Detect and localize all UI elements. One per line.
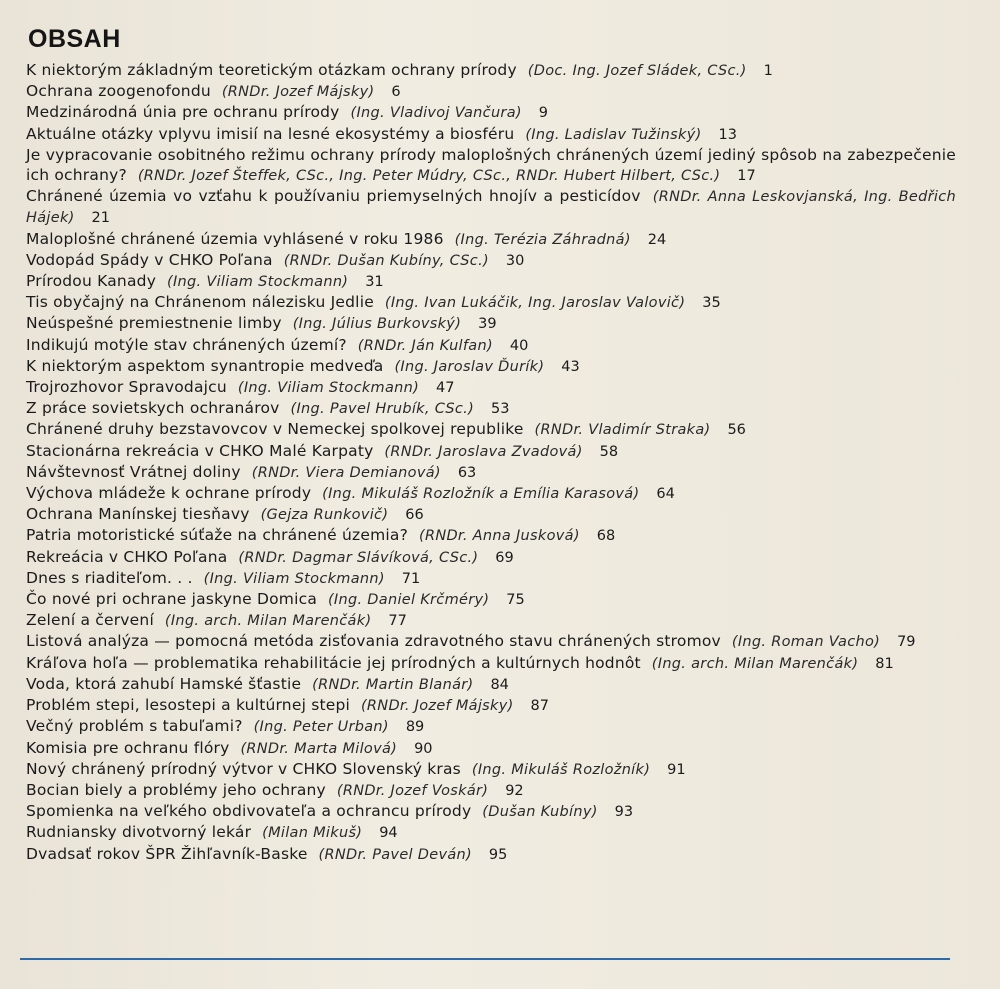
toc-entry-author: (RNDr. Viera Demianová) — [251, 464, 441, 481]
toc-entry-page-number: 13 — [718, 126, 737, 143]
toc-entry-author: (RNDr. Martin Blanár) — [312, 676, 474, 693]
toc-entry — [26, 780, 956, 801]
toc-entry — [26, 377, 956, 398]
toc-entry-author: (Dušan Kubíny) — [482, 804, 598, 821]
toc-entry-author: (Ing. Július Burkovský) — [292, 316, 462, 333]
toc-entry-page-number: 75 — [506, 592, 525, 609]
toc-entry-title: Rudniansky divotvorný lekár — [26, 823, 252, 842]
toc-entry-page-number: 21 — [91, 210, 110, 227]
toc-entry-author: (Ing. Mikuláš Rozložník a Emília Karasová) — [322, 486, 640, 503]
toc-entry-author: (RNDr. Anna Leskovjanská, Ing. Bedřich Hájek) — [26, 189, 956, 227]
toc-entry-title: Nový chránený prírodný výtvor v CHKO Slovenský kras — [26, 759, 461, 778]
toc-entry — [26, 398, 956, 419]
toc-entry — [26, 186, 956, 228]
toc-entry — [26, 844, 956, 865]
toc-entry-page-number: 69 — [495, 549, 514, 566]
toc-entry — [26, 145, 956, 186]
toc-entry-page-number: 90 — [414, 740, 433, 757]
toc-entry-title: Ochrana Manínskej tiesňavy — [26, 505, 250, 524]
toc-entry-page-number: 35 — [702, 295, 721, 312]
toc-entry-title: Listová analýza — pomocná metóda zisťovania zdravotného stavu chránených stromov — [26, 632, 721, 651]
toc-entry-title: Neúspešné premiestnenie limby — [26, 314, 282, 333]
toc-entry — [26, 419, 956, 440]
toc-entry-page-number: 56 — [727, 422, 746, 439]
toc-entry-title: Chránené územia vo vzťahu k používaniu priemyselných hnojív a pesticídov — [26, 187, 641, 206]
toc-entry — [26, 738, 956, 759]
toc-entry-title: Problém stepi, lesostepi a kultúrnej stepi — [26, 696, 351, 715]
toc-entry-title: Zelení a červení — [26, 611, 154, 630]
toc-entry-page-number: 77 — [388, 613, 407, 630]
toc-entry-page-number: 17 — [737, 168, 756, 185]
toc-entry — [26, 547, 956, 568]
toc-entry — [26, 483, 956, 504]
toc-entry-page-number: 64 — [656, 486, 675, 503]
toc-entry-title: Spomienka na veľkého obdivovateľa a ochrancu prírody — [26, 802, 472, 821]
toc-entry-page-number: 53 — [490, 401, 510, 418]
toc-entry-title: Je vypracovanie osobitného režimu ochrany prírody maloplošných chránených území jediný spôsob na zabezpečenie ich ochrany? — [26, 145, 956, 185]
toc-entry — [26, 631, 956, 652]
toc-entry-title: K niektorým aspektom synantropie medveďa — [26, 356, 384, 375]
toc-entry-title: Rekreácia v CHKO Poľana — [26, 547, 228, 566]
toc-entry-title: Komisia pre ochranu flóry — [26, 738, 230, 757]
toc-entry-page-number: 95 — [488, 846, 508, 863]
toc-entry-title: Kráľova hoľa — problematika rehabilitácie jej prírodných a kultúrnych hodnôt — [26, 653, 641, 672]
toc-entry-author: (RNDr. Jaroslava Zvadová) — [384, 443, 583, 460]
toc-entry — [26, 589, 956, 610]
toc-entry-title: Vodopád Spády v CHKO Poľana — [26, 250, 273, 269]
toc-entry-author: (Ing. arch. Milan Marenčák) — [164, 613, 372, 630]
toc-entry-page-number: 91 — [667, 761, 686, 778]
toc-entry-title: Večný problém s tabuľami? — [26, 717, 243, 736]
toc-entry-page-number: 92 — [505, 782, 524, 799]
toc-entry — [26, 653, 956, 674]
toc-entry — [26, 695, 956, 716]
toc-entry — [26, 462, 956, 483]
toc-entry — [26, 525, 956, 546]
toc-entry-page-number: 66 — [405, 507, 424, 524]
toc-entry — [26, 102, 956, 123]
toc-entry-author: (RNDr. Jozef Šteffek, CSc., Ing. Peter Múdry, CSc., RNDr. Hubert Hilbert, CSc.) — [137, 168, 721, 185]
toc-entry — [26, 568, 956, 589]
toc-entry-title: Trojrozhovor Spravodajcu — [26, 378, 227, 397]
toc-entry-author: (Doc. Ing. Jozef Sládek, CSc.) — [527, 63, 747, 79]
toc-entry-page-number: 1 — [763, 63, 773, 79]
toc-entry-title: Návštevnosť Vrátnej doliny — [26, 462, 241, 481]
toc-entry-author: (RNDr. Vladimír Straka) — [534, 422, 711, 439]
toc-entry-page-number: 43 — [561, 358, 580, 375]
bottom-divider — [20, 958, 950, 960]
toc-entry-author: (RNDr. Anna Jusková) — [418, 528, 580, 545]
toc-entry-title: Indikujú motýle stav chránených území? — [26, 335, 347, 354]
toc-entry — [26, 441, 956, 462]
toc-entry-page-number: 40 — [509, 337, 529, 354]
toc-entry — [26, 610, 956, 631]
toc-entry — [26, 271, 956, 292]
toc-entry — [26, 250, 956, 271]
toc-entry-title: Stacionárna rekreácia v CHKO Malé Karpaty — [26, 441, 374, 460]
toc-entry-author: (RNDr. Pavel Deván) — [318, 846, 472, 863]
toc-entry-page-number: 81 — [875, 655, 894, 672]
toc-entry-author: (Milan Mikuš) — [262, 825, 363, 842]
toc-entry-author: (Ing. Roman Vacho) — [731, 634, 881, 651]
toc-entry-author: (Ing. Ladislav Tužinský) — [525, 126, 702, 143]
page-title: OBSAH — [28, 25, 121, 53]
table-of-contents — [26, 60, 956, 865]
toc-entry-title: Maloplošné chránené územia vyhlásené v roku 1986 — [26, 229, 444, 248]
toc-entry-title: Bocian biely a problémy jeho ochrany — [26, 780, 326, 799]
toc-entry-page-number: 63 — [457, 464, 477, 481]
toc-entry-author: (RNDr. Jozef Májsky) — [360, 698, 514, 715]
toc-entry-author: (Ing. Ivan Lukáčik, Ing. Jaroslav Valovič) — [384, 295, 686, 312]
toc-entry-page-number: 39 — [478, 316, 497, 333]
toc-entry-author: (Ing. Terézia Záhradná) — [454, 231, 631, 248]
toc-entry-title: Dvadsať rokov ŠPR Žihľavník-Baske — [26, 844, 308, 863]
toc-entry-author: (RNDr. Dagmar Slávíková, CSc.) — [238, 549, 479, 566]
toc-entry-page-number: 87 — [530, 698, 549, 715]
toc-entry-title: Patria motoristické súťaže na chránené územia? — [26, 526, 409, 545]
toc-entry-page-number: 30 — [505, 252, 525, 269]
toc-entry — [26, 229, 956, 250]
toc-entry-author: (Ing. Viliam Stockmann) — [203, 570, 385, 587]
toc-entry — [26, 822, 956, 843]
toc-entry-page-number: 9 — [538, 105, 549, 122]
toc-entry-page-number: 93 — [614, 804, 634, 821]
toc-entry-author: (Ing. Vladivoj Vančura) — [350, 105, 522, 122]
toc-entry-page-number: 89 — [405, 719, 425, 736]
toc-entry-author: (RNDr. Dušan Kubíny, CSc.) — [283, 252, 489, 269]
toc-entry-title: Voda, ktorá zahubí Hamské šťastie — [26, 674, 302, 693]
toc-entry-title: Aktuálne otázky vplyvu imisií na lesné ekosystémy a biosféru — [26, 124, 515, 143]
toc-entry-author: (RNDr. Ján Kulfan) — [357, 337, 493, 354]
toc-entry-author: (Ing. Daniel Krčméry) — [327, 592, 490, 609]
toc-entry-title: K niektorým základným teoretickým otázkam ochrany prírody — [26, 61, 517, 79]
toc-entry — [26, 335, 956, 356]
toc-entry-page-number: 31 — [365, 274, 384, 291]
toc-entry — [26, 504, 956, 525]
toc-entry-author: (Gejza Runkovič) — [260, 507, 389, 524]
toc-entry-title: Tis obyčajný na Chránenom nálezisku Jedlie — [26, 293, 374, 312]
toc-entry-author: (RNDr. Jozef Májsky) — [221, 84, 375, 101]
toc-entry-page-number: 79 — [897, 634, 916, 651]
toc-entry-title: Ochrana zoogenofondu — [26, 82, 211, 101]
toc-entry-author: (Ing. Mikuláš Rozložník) — [471, 761, 651, 778]
toc-entry-page-number: 71 — [401, 570, 421, 587]
toc-entry-title: Chránené druhy bezstavovcov v Nemeckej spolkovej republike — [26, 420, 524, 439]
toc-entry-author: (Ing. Viliam Stockmann) — [237, 380, 420, 397]
toc-entry-title: Čo nové pri ochrane jaskyne Domica — [26, 590, 318, 609]
toc-entry-author: (RNDr. Jozef Voskár) — [336, 782, 489, 799]
toc-entry-page-number: 6 — [391, 84, 401, 101]
toc-entry-title: Z práce sovietskych ochranárov — [26, 399, 280, 418]
toc-entry-title: Dnes s riaditeľom. . . — [26, 568, 193, 587]
toc-entry-page-number: 84 — [490, 676, 509, 693]
toc-entry-author: (RNDr. Marta Milová) — [240, 740, 398, 757]
toc-entry-page-number: 94 — [379, 825, 398, 842]
toc-entry-author: (Ing. Jaroslav Ďurík) — [394, 358, 545, 375]
toc-entry-page-number: 47 — [436, 380, 455, 397]
toc-entry-title: Prírodou Kanady — [26, 272, 157, 291]
toc-entry-page-number: 24 — [647, 231, 667, 248]
toc-entry — [26, 81, 956, 102]
toc-entry — [26, 801, 956, 822]
toc-entry-author: (Ing. Pavel Hrubík, CSc.) — [290, 401, 475, 418]
toc-entry — [26, 292, 956, 313]
toc-entry — [26, 60, 956, 81]
toc-entry-author: (Ing. Peter Urban) — [253, 719, 389, 736]
toc-entry — [26, 759, 956, 780]
toc-entry — [26, 124, 956, 145]
toc-entry-page-number: 58 — [599, 443, 619, 460]
toc-entry — [26, 313, 956, 334]
toc-entry-title: Medzinárodná únia pre ochranu prírody — [26, 103, 340, 122]
toc-entry-author: (Ing. Viliam Stockmann) — [167, 274, 349, 291]
toc-entry — [26, 716, 956, 737]
toc-entry-page-number: 68 — [596, 528, 616, 545]
toc-entry-author: (Ing. arch. Milan Marenčák) — [651, 655, 859, 672]
toc-entry — [26, 356, 956, 377]
toc-entry-title: Výchova mládeže k ochrane prírody — [26, 484, 312, 503]
toc-entry — [26, 674, 956, 695]
